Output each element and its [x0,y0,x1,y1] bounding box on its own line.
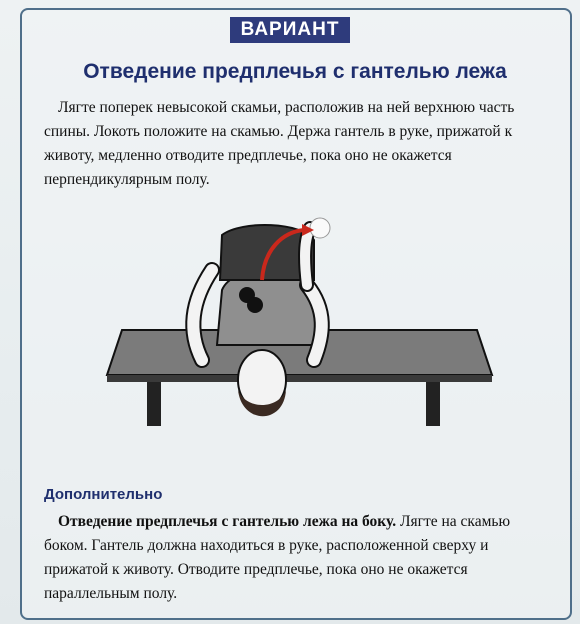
additional-heading: Дополнительно [44,486,163,503]
exercise-illustration [92,210,512,450]
exercise-description: Лягте поперек невысокой скамьи, расположив на ней верхнюю часть спины. Локоть положите на скамью. Держа гантель в руке, прижатой к животу, медленно отводите предплечье, пока оно не окажется перпендикулярным полу. [44,99,515,188]
additional-description [44,510,544,606]
additional-body: Лягте на скамью боком. Гантель должна находиться в руке, расположенной сверху и прижатой к животу. Отводите предплечье, пока оно не окажется параллельным полу. [44,513,511,602]
exercise-title: Отведение предплечья с гантелью лежа [83,60,507,83]
additional-lead: Отведение предплечья с гантелью лежа на боку. [58,513,397,530]
variant-badge: ВАРИАНТ [230,17,350,43]
